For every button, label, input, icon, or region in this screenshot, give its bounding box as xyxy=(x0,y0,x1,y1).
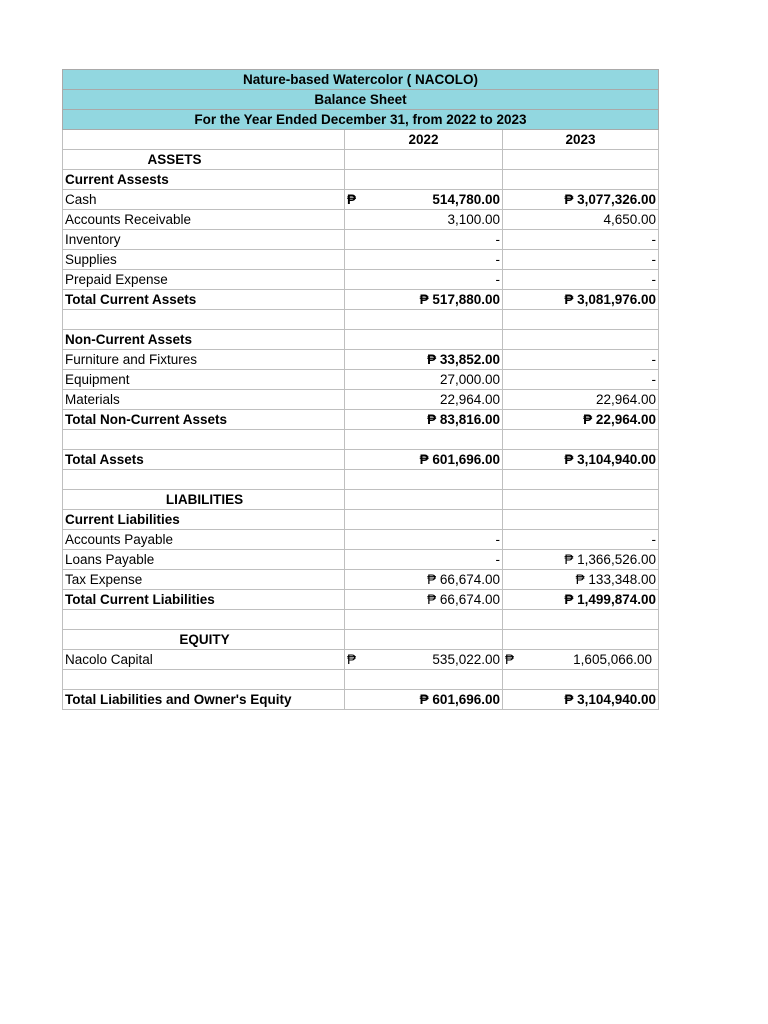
row-label: Total Liabilities and Owner's Equity xyxy=(63,690,345,710)
period-title: For the Year Ended December 31, from 2022 to 2023 xyxy=(63,110,659,130)
table-row xyxy=(63,250,659,270)
assets-heading: ASSETS xyxy=(63,150,345,170)
cash-2022-value: 514,780.00 xyxy=(432,191,500,207)
row-label: Supplies xyxy=(63,250,345,270)
header-blank xyxy=(63,130,345,150)
row-label: Cash xyxy=(63,190,345,210)
table-row xyxy=(63,390,659,410)
value-2023: - xyxy=(503,370,659,390)
value-2023: ₱ 22,964.00 xyxy=(503,410,659,430)
column-header-2022: 2022 xyxy=(345,130,503,150)
liabilities-heading: LIABILITIES xyxy=(63,490,345,510)
spacer-row xyxy=(63,610,659,630)
peso-sign: ₱ xyxy=(505,651,515,667)
row-label: Materials xyxy=(63,390,345,410)
row-label: Equipment xyxy=(63,370,345,390)
balance-sheet-table xyxy=(62,69,659,710)
capital-2023-value: 1,605,066.00 xyxy=(573,651,652,667)
row-label: Total Current Liabilities xyxy=(63,590,345,610)
table-row xyxy=(63,650,659,670)
row-label: Prepaid Expense xyxy=(63,270,345,290)
column-header-2023: 2023 xyxy=(503,130,659,150)
value-2023: - xyxy=(503,270,659,290)
value-2022: 27,000.00 xyxy=(345,370,503,390)
equity-heading: EQUITY xyxy=(63,630,345,650)
current-assets-heading-row xyxy=(63,170,659,190)
grand-total-row xyxy=(63,690,659,710)
company-name: Nature-based Watercolor ( NACOLO) xyxy=(63,70,659,90)
capital-2022-cell xyxy=(345,650,503,670)
title-row-period xyxy=(63,110,659,130)
spacer-row xyxy=(63,430,659,450)
total-row xyxy=(63,590,659,610)
value-2022: ₱ 517,880.00 xyxy=(345,290,503,310)
noncurrent-assets-heading-row xyxy=(63,330,659,350)
capital-2023-cell xyxy=(503,650,659,670)
value-2022: ₱ 33,852.00 xyxy=(345,350,503,370)
total-row xyxy=(63,450,659,470)
total-row xyxy=(63,290,659,310)
value-2022: - xyxy=(345,530,503,550)
peso-sign: ₱ xyxy=(347,651,357,667)
value-2023: ₱ 3,104,940.00 xyxy=(503,690,659,710)
spacer-row xyxy=(63,470,659,490)
table-row xyxy=(63,230,659,250)
noncurrent-assets-heading: Non-Current Assets xyxy=(63,330,345,350)
table-row xyxy=(63,270,659,290)
value-2023: ₱ 1,499,874.00 xyxy=(503,590,659,610)
value-2022: ₱ 66,674.00 xyxy=(345,570,503,590)
value-2023: - xyxy=(503,350,659,370)
cash-2022-cell xyxy=(345,190,503,210)
value-2023: ₱ 133,348.00 xyxy=(503,570,659,590)
table-row xyxy=(63,190,659,210)
current-assets-heading: Current Assests xyxy=(63,170,345,190)
row-label: Total Current Assets xyxy=(63,290,345,310)
value-2023: ₱ 3,081,976.00 xyxy=(503,290,659,310)
value-2022: - xyxy=(345,250,503,270)
header-row xyxy=(63,130,659,150)
row-label: Nacolo Capital xyxy=(63,650,345,670)
value-2023: - xyxy=(503,530,659,550)
value-2022: 3,100.00 xyxy=(345,210,503,230)
peso-sign: ₱ xyxy=(347,191,357,207)
table-row xyxy=(63,350,659,370)
row-label: Furniture and Fixtures xyxy=(63,350,345,370)
value-2023: - xyxy=(503,250,659,270)
row-label: Total Non-Current Assets xyxy=(63,410,345,430)
equity-heading-row xyxy=(63,630,659,650)
row-label: Total Assets xyxy=(63,450,345,470)
capital-2022-value: 535,022.00 xyxy=(432,651,500,667)
spacer-row xyxy=(63,310,659,330)
table-row xyxy=(63,550,659,570)
liabilities-heading-row xyxy=(63,490,659,510)
value-2022: - xyxy=(345,270,503,290)
row-label: Accounts Receivable xyxy=(63,210,345,230)
table-row xyxy=(63,530,659,550)
row-label: Inventory xyxy=(63,230,345,250)
value-2023: ₱ 1,366,526.00 xyxy=(503,550,659,570)
cash-2023-value: ₱ 3,077,326.00 xyxy=(503,190,659,210)
value-2023: - xyxy=(503,230,659,250)
current-liabilities-heading: Current Liabilities xyxy=(63,510,345,530)
value-2022: - xyxy=(345,550,503,570)
table-row xyxy=(63,370,659,390)
title-row-statement xyxy=(63,90,659,110)
row-label: Tax Expense xyxy=(63,570,345,590)
value-2022: 22,964.00 xyxy=(345,390,503,410)
assets-heading-row xyxy=(63,150,659,170)
value-2022: ₱ 601,696.00 xyxy=(345,450,503,470)
row-label: Loans Payable xyxy=(63,550,345,570)
title-row-company xyxy=(63,70,659,90)
value-2023: 22,964.00 xyxy=(503,390,659,410)
current-liabilities-heading-row xyxy=(63,510,659,530)
value-2022: ₱ 66,674.00 xyxy=(345,590,503,610)
value-2023: 4,650.00 xyxy=(503,210,659,230)
statement-title: Balance Sheet xyxy=(63,90,659,110)
value-2023: ₱ 3,104,940.00 xyxy=(503,450,659,470)
spacer-row xyxy=(63,670,659,690)
value-2022: ₱ 601,696.00 xyxy=(345,690,503,710)
value-2022: - xyxy=(345,230,503,250)
table-row xyxy=(63,570,659,590)
value-2022: ₱ 83,816.00 xyxy=(345,410,503,430)
total-row xyxy=(63,410,659,430)
row-label: Accounts Payable xyxy=(63,530,345,550)
table-row xyxy=(63,210,659,230)
